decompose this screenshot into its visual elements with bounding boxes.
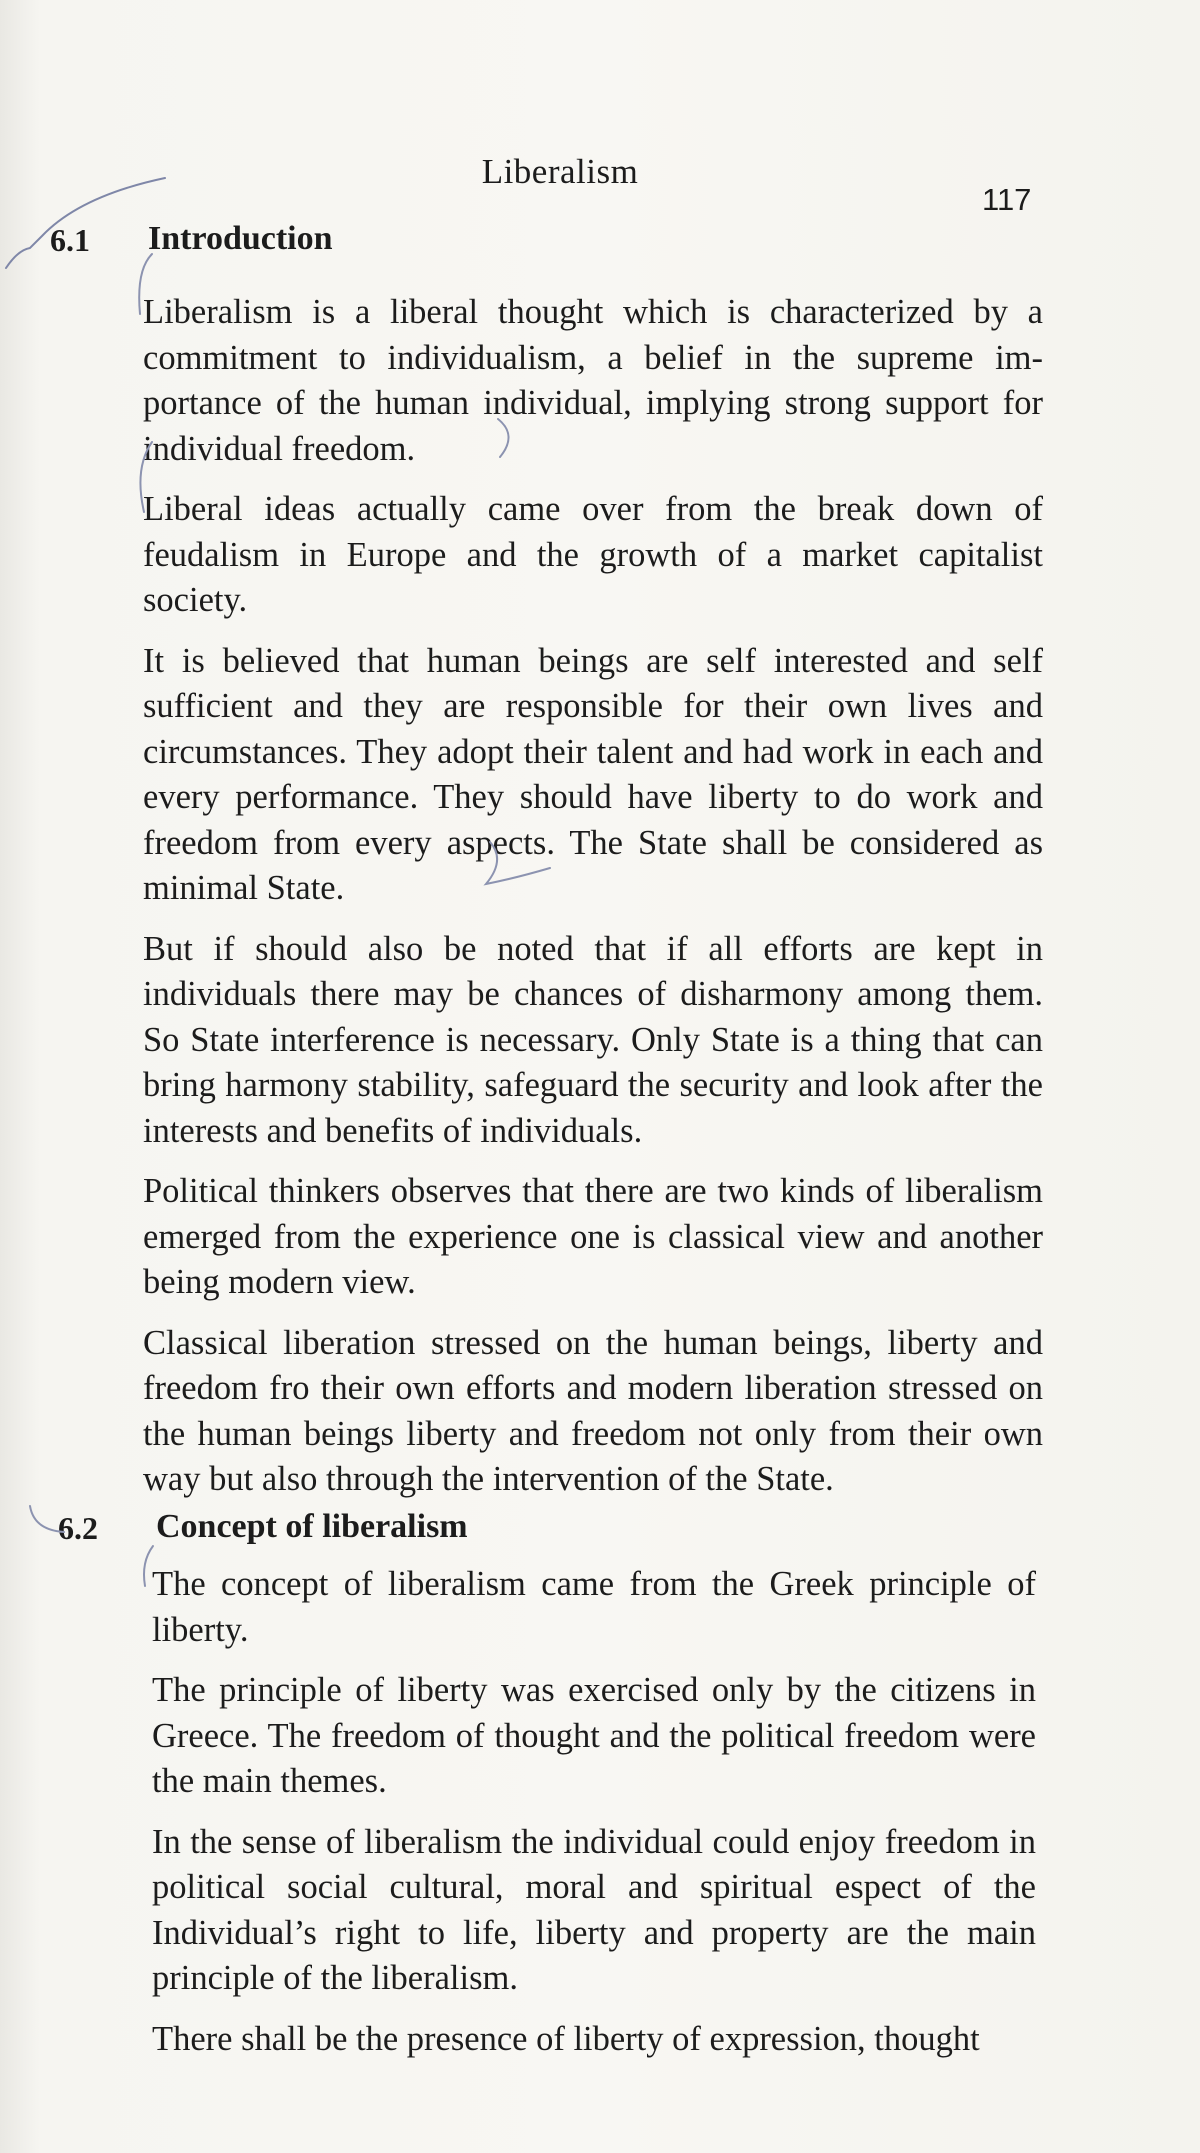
section-title: Concept of liberalism (156, 1508, 468, 1545)
section-body (143, 290, 1043, 1518)
section-title: Introduction (148, 220, 333, 257)
running-head: Liberalism (481, 152, 639, 191)
paragraph: It is believed that human beings are self interested and self sufficient and they are responsible for their own lives and circumstances. They adopt their talent and had work in each and every performance. They should have liberty to do work and freedom from every aspects. The State shall be considered as minimal State. (143, 641, 1043, 907)
paragraph: The concept of liberalism came from the Greek principle of liberty. (152, 1565, 1036, 1649)
paragraph: Liberal ideas actually came over from the break down of feudalism in Europe and the growth of a market capitalist society. (143, 490, 1043, 619)
paragraph: In the sense of liberalism the individual could enjoy freedom in political social cultural, moral and spiritual espect of the Individual’s right to life, liberty and property are the main principle of the liberalism. (152, 1822, 1036, 1997)
section-body (152, 1562, 1036, 2077)
paragraph: The principle of liberty was exercised only by the citizens in Greece. The freedom of thought and the political freedom were the main themes. (152, 1671, 1036, 1800)
section-heading (0, 218, 1200, 268)
paragraph: There shall be the presence of liberty of expression, thought (152, 2019, 980, 2058)
section-heading (0, 1506, 1200, 1556)
paragraph: Liberalism is a liberal thought which is characterized by a commitment to individualism, a belief in the supreme importance of the human individual, implying strong support for individual freedom. (143, 293, 1043, 468)
section-concept-of-liberalism (0, 1506, 1200, 2058)
paragraph: Classical liberation stressed on the human beings, liberty and freedom fro their own efforts and modern liberation stressed on the human beings liberty and freedom not only from their own way but also through the intervention of the State. (143, 1323, 1043, 1498)
paragraph: Political thinkers observes that there are two kinds of liberalism emerged from the experience one is classical view and another being modern view. (143, 1172, 1043, 1301)
paragraph: But if should also be noted that if all efforts are kept in individuals there may be chances of disharmony among them. So State interference is necessary. Only State is a thing that can bring harmony stability, safeguard the security and look after the interests and benefits of individuals. (143, 929, 1043, 1150)
section-number: 6.1 (50, 222, 90, 258)
page-number: 117 (982, 182, 1032, 217)
section-number: 6.2 (58, 1510, 98, 1546)
section-introduction (0, 218, 1200, 1498)
